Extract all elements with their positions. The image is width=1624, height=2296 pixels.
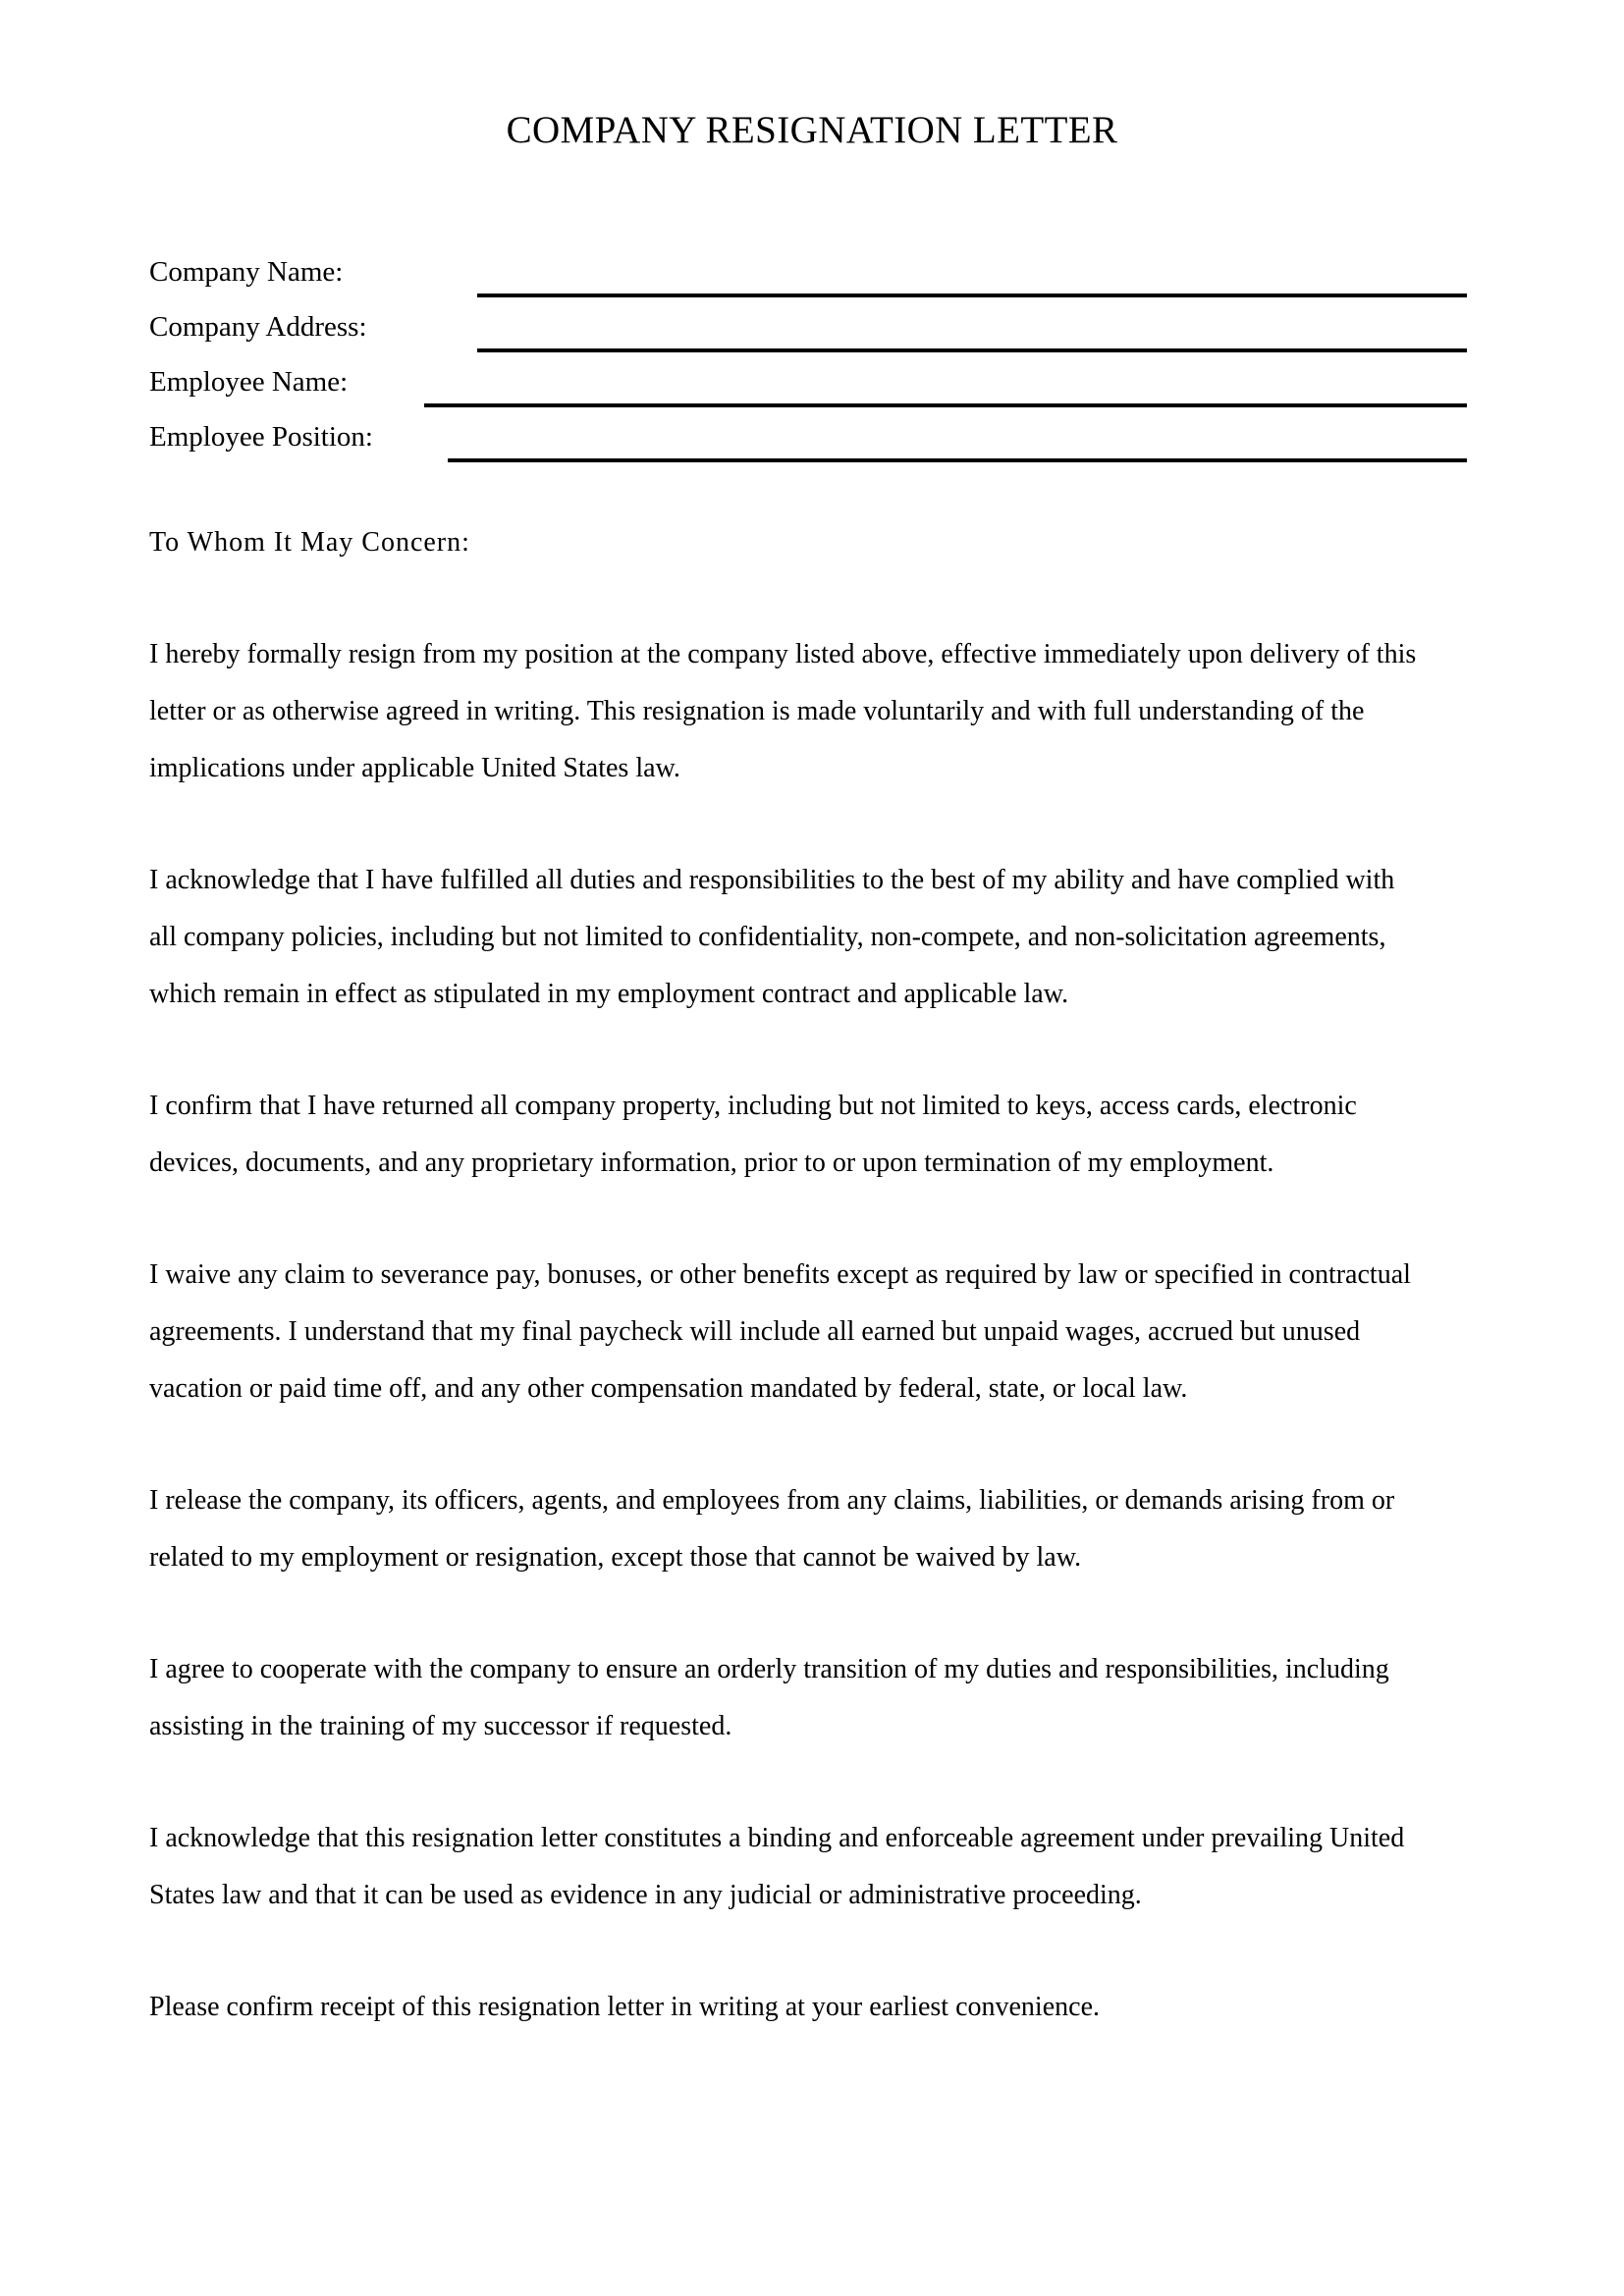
fill-line-company-name[interactable]: [477, 294, 1467, 297]
salutation: To Whom It May Concern:: [149, 527, 470, 558]
label-employee-position: Employee Position:: [149, 421, 373, 453]
letter-body: [149, 514, 1426, 2036]
body-paragraph-4: I waive any claim to severance pay, bonuses, or other benefits except as required by law or specified in contractual agreements. I understand that my final paycheck will include all earned but unpaid wages, accrued but unused vacation or paid time off, and any other compensation mandated by federal, state, or local law.: [149, 1259, 1411, 1404]
body-paragraph-6: I agree to cooperate with the company to ensure an orderly transition of my duties and responsibilities, including assisting in the training of my successor if requested.: [149, 1654, 1389, 1741]
fill-line-company-address[interactable]: [477, 348, 1467, 352]
label-company-address: Company Address:: [149, 311, 367, 343]
body-paragraph-1: I hereby formally resign from my position at the company listed above, effective immediately upon delivery of this letter or as otherwise agreed in writing. This resignation is made voluntarily and with full understanding of the implications under applicable United States law.: [149, 639, 1417, 783]
label-employee-name: Employee Name:: [149, 366, 349, 398]
body-paragraph-7: I acknowledge that this resignation letter constitutes a binding and enforceable agreement under prevailing United States law and that it can be used as evidence in any judicial or administrative proceeding.: [149, 1823, 1405, 1910]
fill-line-employee-name[interactable]: [424, 403, 1467, 407]
form-fields: [149, 253, 1475, 473]
form-row-company-name: [149, 253, 1475, 308]
page-title: COMPANY RESIGNATION LETTER: [506, 109, 1118, 151]
fill-line-employee-position[interactable]: [448, 458, 1467, 462]
label-company-name: Company Name:: [149, 256, 344, 288]
form-row-employee-position: [149, 418, 1475, 473]
form-row-company-address: [149, 308, 1475, 363]
body-paragraph-8: Please confirm receipt of this resignation letter in writing at your earliest convenience.: [149, 1992, 1100, 2022]
form-row-employee-name: [149, 363, 1475, 418]
body-paragraph-2: I acknowledge that I have fulfilled all duties and responsibilities to the best of my ability and have complied with all company policies, including but not limited to confidentiality, non-compete, and non-solicitation agreements, which remain in effect as stipulated in my employment contract and applicable law.: [149, 865, 1395, 1009]
body-paragraph-5: I release the company, its officers, agents, and employees from any claims, liabilities, or demands arising from or related to my employment or resignation, except those that cannot be waived by law.: [149, 1485, 1395, 1573]
body-paragraph-3: I confirm that I have returned all company property, including but not limited to keys, access cards, electronic devices, documents, and any proprietary information, prior to or upon termination of my employment.: [149, 1091, 1357, 1178]
